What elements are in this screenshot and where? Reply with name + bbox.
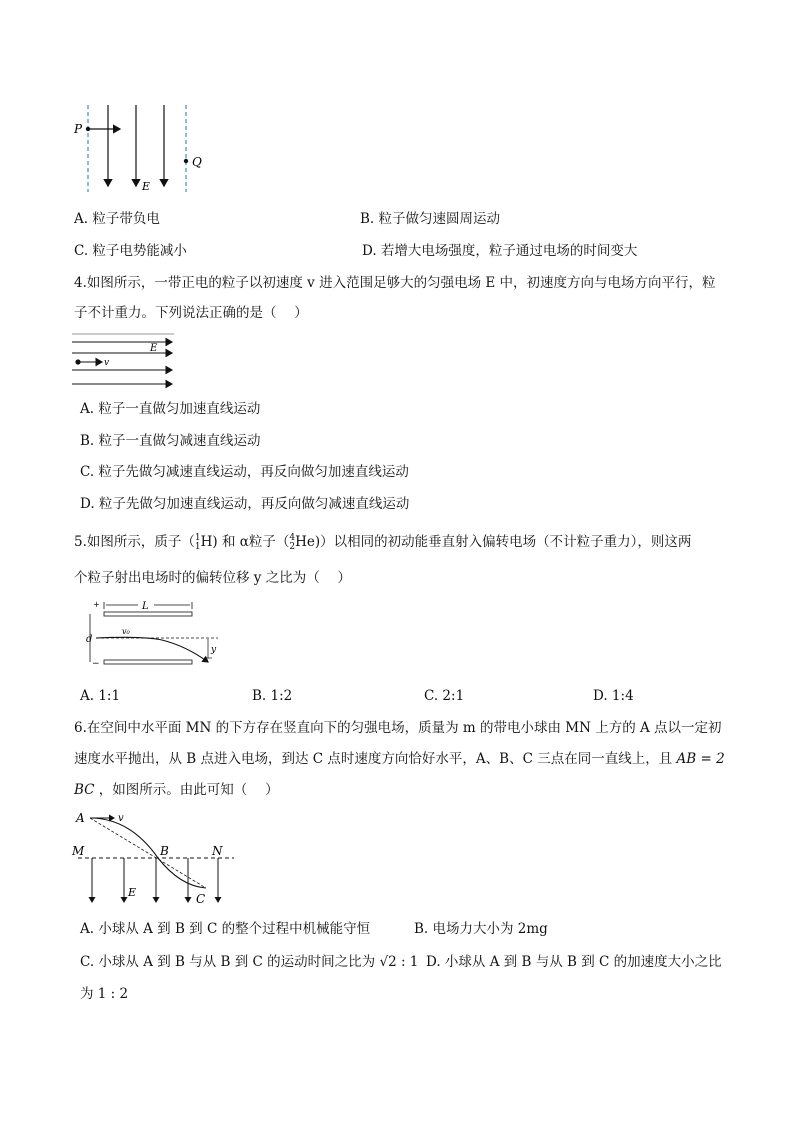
q4-option-a[interactable]: A. 粒子一直做匀加速直线运动 (80, 401, 261, 417)
q5-option-a[interactable]: A. 1:1 (80, 688, 121, 704)
alpha-mass-number: 4 (289, 532, 296, 543)
label-E: E (142, 180, 151, 193)
q6-stem-line3-text: ，如图所示。由此可知（ ） (94, 782, 279, 798)
q4-stem-line2: 子不计重力。下列说法正确的是（ ） (74, 305, 308, 321)
q6-option-a[interactable]: A. 小球从 A 到 B 到 C 的整个过程中机械能守恒 (80, 921, 371, 937)
label-v: v (118, 813, 124, 824)
q6-option-c-text: C. 小球从 A 到 B 与从 B 到 C 的运动时间之比为 (80, 954, 380, 970)
label-E: E (128, 886, 137, 899)
q4-stem-line1: 4.如图所示，一带正电的粒子以初速度 v 进入范围足够大的匀强电场 E 中，初速度方向与电场方向平行，粒 (74, 275, 716, 291)
q6-stem-line2-text: 速度水平抛出，从 B 点进入电场，到达 C 点时速度方向恰好水平，A、B、C 三点在同一直线上，且 (74, 751, 677, 767)
q5-stem-mid: 和 α粒子（ (217, 534, 290, 550)
q6-ab-eq: AB = 2 (676, 751, 725, 767)
q6-stem-line2 (74, 749, 725, 769)
q4-option-d[interactable]: D. 粒子先做匀加速直线运动，再反向做匀减速直线运动 (80, 496, 410, 512)
label-A: A (76, 811, 85, 825)
q5-option-b[interactable]: B. 1:2 (252, 688, 293, 704)
q5-stem-post: ）以相同的初动能垂直射入偏转电场（不计粒子重力），则这两 (320, 534, 692, 550)
alpha-charge-number: 2 (289, 541, 296, 552)
label-E: E (150, 343, 158, 354)
q3-option-d[interactable]: D. 若增大电场强度，粒子通过电场的时间变大 (362, 243, 638, 259)
label-L: L (142, 601, 149, 612)
label-v0: v₀ (122, 627, 130, 636)
figure-q4-field (70, 332, 180, 390)
label-minus: − (92, 659, 100, 669)
q6-option-c-ratio: √2 : 1 (379, 954, 419, 970)
q5-option-c[interactable]: C. 2:1 (424, 688, 465, 704)
proton-charge-number: 1 (194, 541, 201, 552)
alpha-symbol: He) (295, 534, 321, 550)
q6-bc: BC (74, 782, 95, 798)
q4-option-b[interactable]: B. 粒子一直做匀减速直线运动 (80, 433, 261, 449)
figure-q3-field (70, 100, 220, 195)
figure-q6-trajectory (70, 808, 240, 908)
q5-stem-pre: 5.如图所示，质子（ (74, 534, 195, 550)
q3-option-b[interactable]: B. 粒子做匀速圆周运动 (360, 211, 501, 227)
label-M: M (72, 844, 85, 858)
proton-mass-number: 1 (194, 532, 201, 543)
q6-option-d[interactable]: D. 小球从 A 到 B 与从 B 到 C 的加速度大小之比 (426, 954, 722, 970)
q4-option-c[interactable]: C. 粒子先做匀减速直线运动，再反向做匀加速直线运动 (80, 464, 409, 480)
q5-stem-line1 (74, 532, 691, 552)
q3-option-c[interactable]: C. 粒子电势能减小 (74, 243, 187, 259)
q6-option-b[interactable]: B. 电场力大小为 2mg (414, 921, 548, 937)
figure-q5-deflection (82, 596, 222, 676)
label-Q: Q (192, 155, 202, 169)
label-y: y (211, 645, 217, 655)
q3-option-a[interactable]: A. 粒子带负电 (74, 211, 160, 227)
label-plus: + (93, 600, 100, 609)
q6-option-c[interactable] (80, 952, 418, 972)
label-P: P (74, 122, 83, 136)
label-C: C (196, 892, 206, 906)
label-B: B (160, 844, 169, 858)
q6-stem-line3 (74, 780, 279, 800)
q5-option-d[interactable]: D. 1:4 (593, 688, 634, 704)
label-v: v (104, 358, 110, 368)
label-N: N (212, 844, 223, 858)
q6-stem-line1: 6.在空间中水平面 MN 的下方存在竖直向下的匀强电场，质量为 m 的带电小球由 MN 上方的 A 点以一定初 (74, 720, 722, 736)
q6-option-d-line2: 为 1 : 2 (80, 986, 129, 1002)
label-d: d (86, 634, 93, 645)
proton-symbol: H) (200, 534, 218, 550)
q5-stem-line2: 个粒子射出电场时的偏转位移 y 之比为（ ） (74, 570, 351, 586)
